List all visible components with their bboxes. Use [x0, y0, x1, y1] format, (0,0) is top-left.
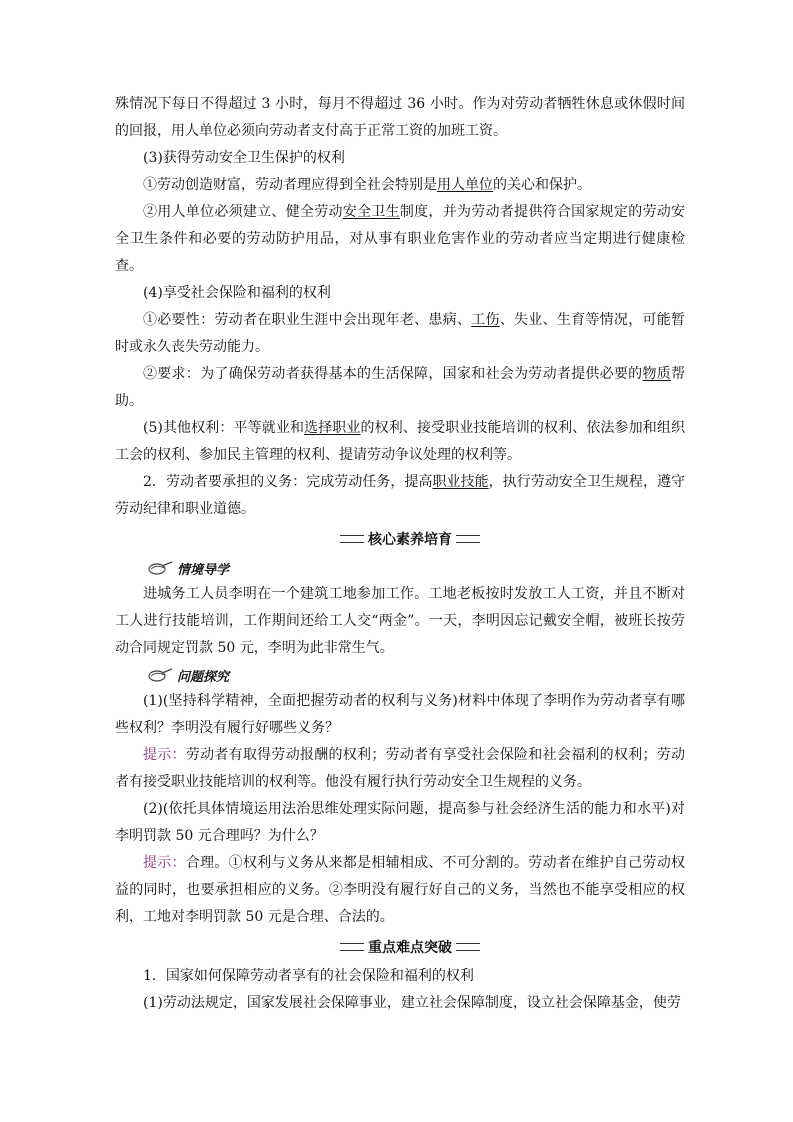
- subsection-heading: 情境导学: [147, 555, 685, 581]
- section-banner: [340, 931, 480, 963]
- paragraph: ①必要性：劳动者在职业生涯中会出现年老、患病、工伤、失业、生育等情况，可能暂时或永久丧失劳动能力。: [115, 312, 686, 355]
- paragraph: (4)享受社会保险和福利的权利: [143, 285, 331, 301]
- question: (2)(依托具体情境运用法治思维处理实际问题，提高参与社会经济生活的能力和水平)对李明罚款 50 元合理吗？为什么？: [115, 801, 685, 844]
- pen-hand-icon: [147, 560, 173, 576]
- section-banner: [340, 523, 480, 555]
- underlined-term: 安全卫生: [342, 204, 400, 220]
- banner-rule: [456, 535, 480, 543]
- paragraph: (1)劳动法规定，国家发展社会保障事业，建立社会保障制度，设立社会保障基金，使劳: [143, 995, 681, 1011]
- underlined-term: 物质: [642, 366, 672, 382]
- paragraph: 进城务工人员李明在一个建筑工地参加工作。工地老板按时发放工人工资，并且不断对工人进行技能培训，工作期间还给工人交“两金”。一天，李明因忘记戴安全帽，被班长按劳动合同规定罚款 50 元，李明为此非常生气。: [115, 586, 685, 656]
- paragraph: 2．劳动者要承担的义务：完成劳动任务，提高职业技能，执行劳动安全卫生规程，遵守劳动纪律和职业道德。: [115, 474, 686, 517]
- paragraph: 殊情况下每日不得超过 3 小时，每月不得超过 36 小时。作为对劳动者牺牲休息或休假时间的回报，用人单位必须向劳动者支付高于正常工资的加班工资。: [115, 96, 685, 139]
- underlined-term: 职业技能: [432, 474, 489, 490]
- document-body: [115, 91, 685, 1017]
- question: (1)(坚持科学精神，全面把握劳动者的权利与义务)材料中体现了李明作为劳动者享有哪些权利？李明没有履行好哪些义务？: [115, 693, 685, 736]
- underlined-term: 工伤: [471, 312, 500, 328]
- banner-title: 重点难点突破: [368, 940, 452, 956]
- subsection-heading: 问题探究: [147, 662, 685, 688]
- pen-hand-icon: [147, 667, 173, 683]
- underlined-term: 选择职业: [304, 420, 361, 436]
- answer: 提示：劳动者有取得劳动报酬的权利；劳动者有享受社会保险和社会福利的权利；劳动者有接受职业技能培训的权利等。他没有履行执行劳动安全卫生规程的义务。: [115, 747, 685, 790]
- hint-label: 提示：: [143, 747, 186, 763]
- answer: 提示：合理。①权利与义务从来都是相辅相成、不可分割的。劳动者在维护自己劳动权益的同时，也要承担相应的义务。②李明没有履行好自己的义务，当然也不能享受相应的权利，工地对李明罚款 50 元是合理、合法的。: [115, 855, 685, 925]
- underlined-term: 用人单位: [437, 177, 493, 193]
- banner-rule: [340, 535, 364, 543]
- paragraph: ②要求：为了确保劳动者获得基本的生活保障，国家和社会为劳动者提供必要的物质帮助。: [115, 366, 686, 409]
- banner-rule: [456, 943, 480, 951]
- hint-label: 提示：: [143, 855, 186, 871]
- paragraph: (3)获得劳动安全卫生保护的权利: [143, 150, 345, 166]
- paragraph: ①劳动创造财富，劳动者理应得到全社会特别是用人单位的关心和保护。: [143, 177, 591, 193]
- banner-title: 核心素养培育: [368, 532, 452, 548]
- paragraph: ②用人单位必须建立、健全劳动安全卫生制度，并为劳动者提供符合国家规定的劳动安全卫生条件和必要的劳动防护用品，对从事有职业危害作业的劳动者应当定期进行健康检查。: [115, 204, 686, 274]
- banner-rule: [340, 943, 364, 951]
- paragraph: (5)其他权利：平等就业和选择职业的权利、接受职业技能培训的权利、依法参加和组织工会的权利、参加民主管理的权利、提请劳动争议处理的权利等。: [115, 420, 686, 463]
- paragraph: 1．国家如何保障劳动者享有的社会保险和福利的权利: [143, 968, 474, 984]
